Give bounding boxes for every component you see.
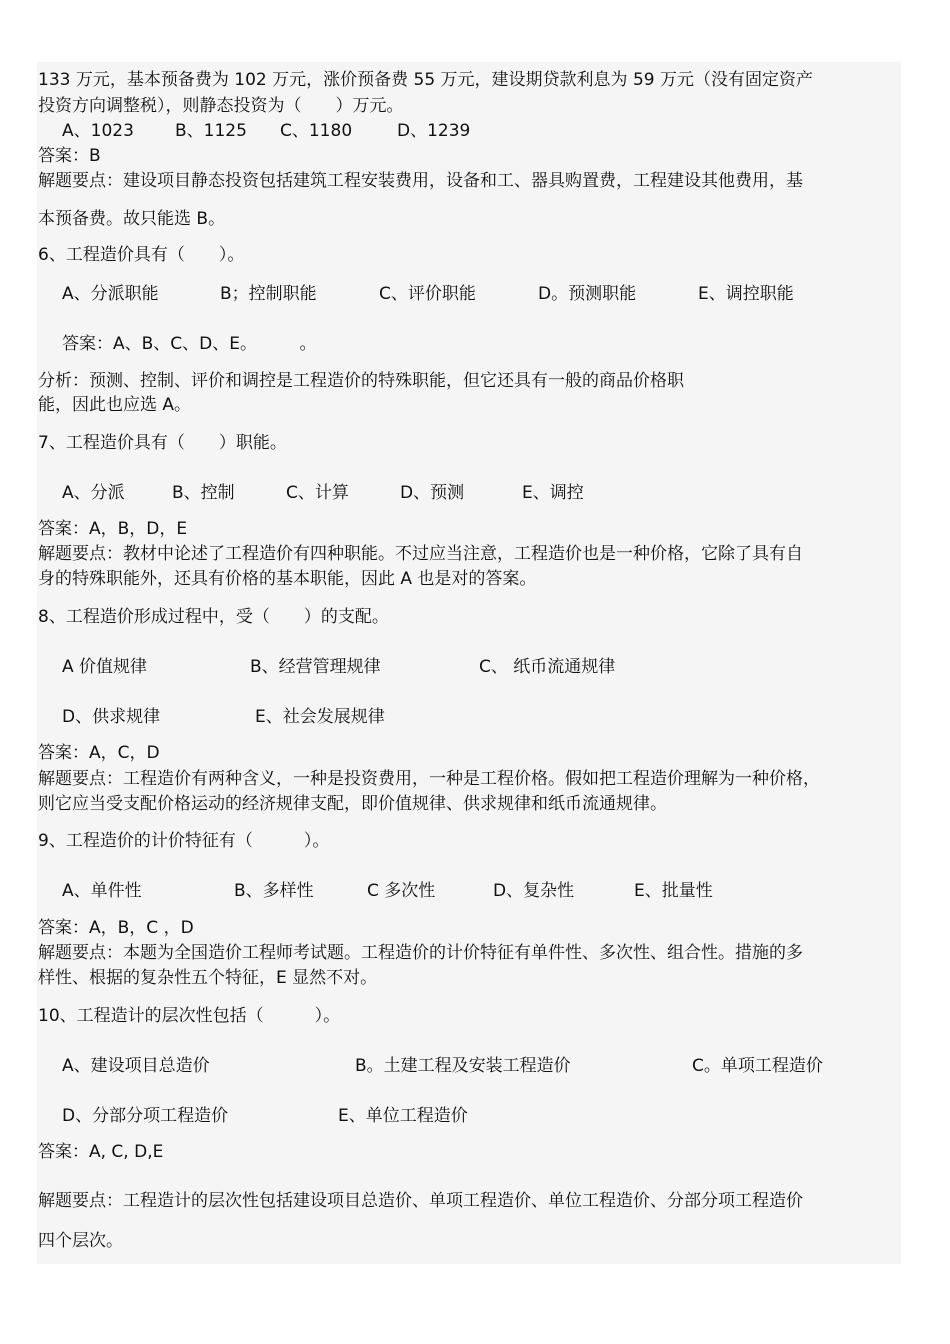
q6-option-e: E、调控职能 bbox=[698, 284, 794, 304]
q5-explain-line1: 解题要点：建设项目静态投资包括建筑工程安装费用，设备和工、器具购置费，工程建设其他费用，基 bbox=[38, 171, 803, 191]
q10-explain-line2: 四个层次。 bbox=[38, 1231, 123, 1251]
q8-option-d: D、供求规律 bbox=[62, 707, 161, 727]
q6-option-d: D。预测职能 bbox=[538, 284, 637, 304]
q9-answer: 答案：A，B，C ，D bbox=[38, 918, 194, 938]
q9-option-a: A、单件性 bbox=[62, 881, 142, 901]
q8-explain-line2: 则它应当受支配价格运动的经济规律支配，即价值规律、供求规律和纸币流通规律。 bbox=[38, 794, 667, 814]
q8-option-e: E、社会发展规律 bbox=[255, 707, 385, 727]
q10-stem: 10、工程造计的层次性包括（ ）。 bbox=[38, 1006, 341, 1026]
q10-option-a: A、建设项目总造价 bbox=[62, 1056, 210, 1076]
q5-answer: 答案：B bbox=[38, 146, 101, 166]
q7-explain-line1: 解题要点：教材中论述了工程造价有四种职能。不过应当注意，工程造价也是一种价格，它除了具有自 bbox=[38, 544, 803, 564]
q10-answer: 答案：A, C, D,E bbox=[38, 1142, 164, 1162]
q5-explain-line2: 本预备费。故只能选 B。 bbox=[38, 209, 226, 229]
q9-explain-line1: 解题要点：本题为全国造价工程师考试题。工程造价的计价特征有单件性、多次性、组合性。措施的多 bbox=[38, 943, 803, 963]
q8-stem: 8、工程造价形成过程中，受（ ）的支配。 bbox=[38, 607, 389, 627]
q8-explain-line1: 解题要点：工程造价有两种含义，一种是投资费用，一种是工程价格。假如把工程造价理解为一种价格， bbox=[38, 769, 820, 789]
q9-option-b: B、多样性 bbox=[234, 881, 314, 901]
q7-answer: 答案：A，B，D，E bbox=[38, 519, 188, 539]
q10-option-e: E、单位工程造价 bbox=[338, 1106, 468, 1126]
q9-stem: 9、工程造价的计价特征有（ ）。 bbox=[38, 831, 330, 851]
q5-option-b: B、1125 bbox=[175, 121, 247, 141]
q6-explain-line2: 能，因此也应选 A。 bbox=[38, 395, 192, 415]
q6-option-c: C、评价职能 bbox=[379, 284, 476, 304]
q9-option-e: E、批量性 bbox=[634, 881, 713, 901]
q6-option-a: A、分派职能 bbox=[62, 284, 159, 304]
q7-option-c: C、计算 bbox=[286, 483, 349, 503]
q7-option-e: E、调控 bbox=[522, 483, 584, 503]
q5-option-d: D、1239 bbox=[397, 121, 471, 141]
q5-stem-line2: 投资方向调整税），则静态投资为（ ）万元。 bbox=[38, 96, 404, 116]
q5-option-a: A、1023 bbox=[62, 121, 134, 141]
q9-option-d: D、复杂性 bbox=[493, 881, 575, 901]
q5-stem-line1: 133 万元，基本预备费为 102 万元，涨价预备费 55 万元，建设期贷款利息为 59 万元（没有固定资产 bbox=[38, 70, 813, 90]
q7-option-b: B、控制 bbox=[172, 483, 235, 503]
q6-option-b: B；控制职能 bbox=[220, 284, 317, 304]
q8-option-a: A 价值规律 bbox=[62, 657, 148, 677]
q10-option-c: C。单项工程造价 bbox=[692, 1056, 823, 1076]
q7-stem: 7、工程造价具有（ ）职能。 bbox=[38, 433, 287, 453]
q10-option-d: D、分部分项工程造价 bbox=[62, 1106, 229, 1126]
q6-explain-line1: 分析：预测、控制、评价和调控是工程造价的特殊职能，但它还具有一般的商品价格职 bbox=[38, 371, 684, 391]
q5-option-c: C、1180 bbox=[280, 121, 353, 141]
q9-option-c: C 多次性 bbox=[367, 881, 436, 901]
q10-option-b: B。土建工程及安装工程造价 bbox=[355, 1056, 571, 1076]
q8-option-b: B、经营管理规律 bbox=[250, 657, 381, 677]
q8-option-c: C、 纸币流通规律 bbox=[479, 657, 616, 677]
q7-explain-line2: 身的特殊职能外，还具有价格的基本职能，因此 A 也是对的答案。 bbox=[38, 569, 537, 589]
q6-answer: 答案：A、B、C、D、E。 。 bbox=[62, 334, 317, 354]
q9-explain-line2: 样性、根据的复杂性五个特征，E 显然不对。 bbox=[38, 968, 378, 988]
q10-explain-line1: 解题要点：工程造计的层次性包括建设项目总造价、单项工程造价、单位工程造价、分部分项工程造价 bbox=[38, 1191, 803, 1211]
q6-stem: 6、工程造价具有（ ）。 bbox=[38, 245, 245, 265]
q7-option-d: D、预测 bbox=[400, 483, 465, 503]
q8-answer: 答案：A，C，D bbox=[38, 743, 160, 763]
q7-option-a: A、分派 bbox=[62, 483, 125, 503]
